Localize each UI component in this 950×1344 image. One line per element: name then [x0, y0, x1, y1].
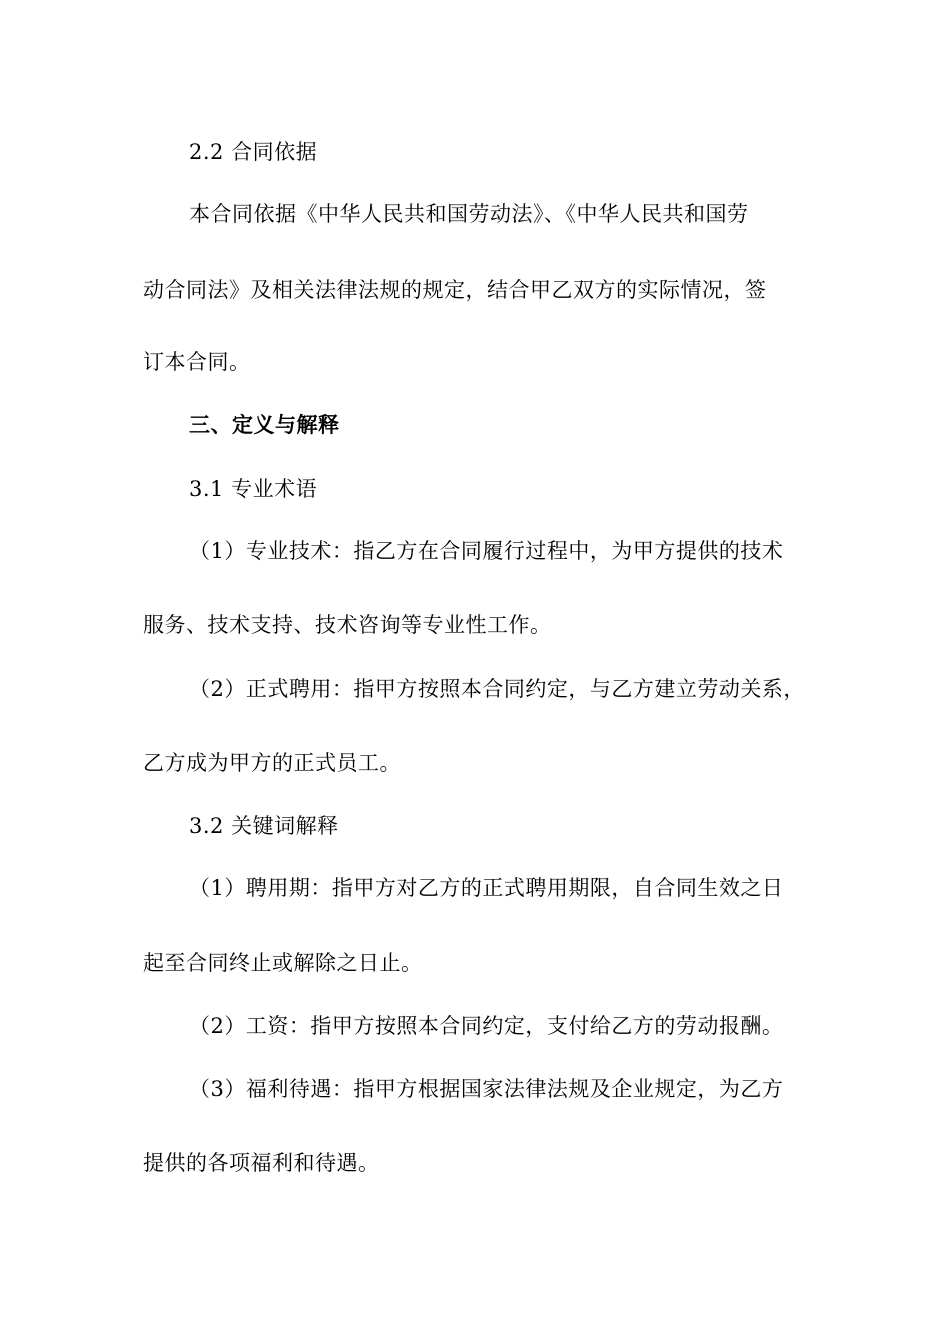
term-formal-employment-line-2: 乙方成为甲方的正式员工。	[143, 751, 401, 775]
term-professional-tech-line-1: （1）专业技术：指乙方在合同履行过程中，为甲方提供的技术	[189, 539, 784, 563]
term-professional-tech-line-2: 服务、技术支持、技术咨询等专业性工作。	[143, 613, 552, 637]
keyword-benefits-line-2: 提供的各项福利和待遇。	[143, 1151, 380, 1175]
section-3-2-heading: 3.2 关键词解释	[189, 814, 339, 838]
section-2-2-body-line-1: 本合同依据《中华人民共和国劳动法》、《中华人民共和国劳	[189, 202, 749, 226]
section-3-1-heading: 3.1 专业术语	[189, 477, 318, 501]
section-3-heading: 三、定义与解释	[189, 412, 340, 437]
keyword-benefits-line-1: （3）福利待遇：指甲方根据国家法律法规及企业规定，为乙方	[189, 1077, 784, 1101]
term-formal-employment-line-1: （2）正式聘用：指甲方按照本合同约定，与乙方建立劳动关系，	[189, 677, 805, 701]
keyword-employment-period-line-2: 起至合同终止或解除之日止。	[143, 951, 423, 975]
section-2-2-body-line-2: 动合同法》及相关法律法规的规定，结合甲乙双方的实际情况，签	[143, 278, 767, 302]
keyword-employment-period-line-1: （1）聘用期：指甲方对乙方的正式聘用期限，自合同生效之日	[189, 876, 784, 900]
section-2-2-heading: 2.2 合同依据	[189, 140, 318, 164]
section-2-2-body-line-3: 订本合同。	[143, 350, 251, 374]
keyword-salary-line-1: （2）工资：指甲方按照本合同约定，支付给乙方的劳动报酬。	[189, 1014, 784, 1038]
